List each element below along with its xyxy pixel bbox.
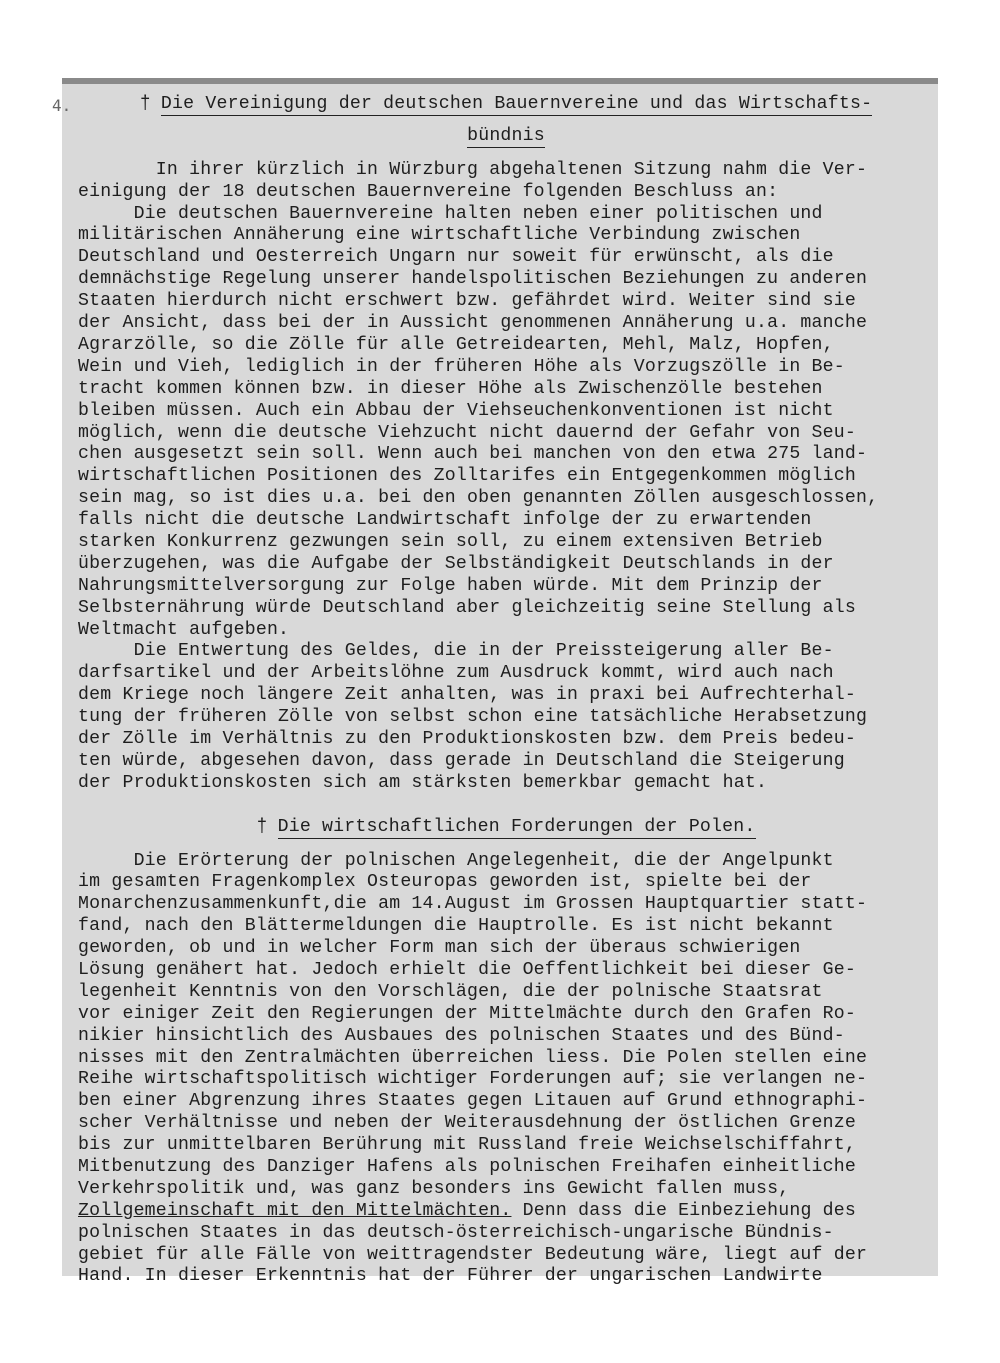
article2-title: Die wirtschaftlichen Forderungen der Polen.: [277, 816, 756, 837]
article1-text: [78, 160, 934, 795]
text-line: Reihe wirtschaftspolitisch wichtiger Forderungen auf; sie verlangen ne-: [78, 1069, 868, 1090]
text-line: Die Erörterung der polnischen Angelegenheit, die der Angelpunkt: [78, 850, 834, 871]
text-line: nisses mit den Zentralmächten überreichen liess. Die Polen stellen eine: [78, 1047, 868, 1068]
text-line: gebiet für alle Fälle von weittragendster Bedeutung wäre, liegt auf der: [78, 1244, 868, 1265]
text-line: legenheit Kenntnis von den Vorschlägen, die der polnische Staatsrat: [78, 981, 823, 1002]
scan-edge: [62, 78, 938, 84]
text-line: geworden, ob und in welcher Form man sich der überaus schwierigen: [78, 938, 801, 959]
article1-title-line2: bündnis: [467, 125, 545, 146]
text-line: militärischen Annäherung eine wirtschaftliche Verbindung zwischen: [78, 225, 801, 246]
text-line: Mitbenutzung des Danziger Hafens als polnischen Freihafen einheitliche: [78, 1157, 856, 1178]
text-line: Staaten hierdurch nicht erschwert bzw. gefährdet wird. Weiter sind sie: [78, 291, 856, 312]
article1-heading-2: [78, 126, 934, 148]
text-line: darfsartikel und der Arbeitslöhne zum Ausdruck kommt, wird auch nach: [78, 663, 834, 684]
article2-text: [78, 851, 934, 1201]
text-line: tung der früheren Zölle von selbst schon eine tatsächliche Herabsetzung: [78, 707, 868, 728]
text-line: ben einer Abgrenzung ihres Staates gegen Litauen auf Grund ethnographi-: [78, 1091, 868, 1112]
text-line: Agrarzölle, so die Zölle für alle Getreidearten, Mehl, Malz, Hopfen,: [78, 334, 834, 355]
article2-text-end: [78, 1223, 934, 1289]
text-line: polnischen Staates in das deutsch-österreichisch-ungarische Bündnis-: [78, 1222, 834, 1243]
text-line: sein mag, so ist dies u.a. bei den oben genannten Zöllen ausgeschlossen,: [78, 488, 879, 509]
text-line: der Zölle im Verhältnis zu den Produktionskosten bzw. dem Preis bedeu-: [78, 728, 856, 749]
text-line: ten würde, abgesehen davon, dass gerade in Deutschland die Steigerung: [78, 750, 845, 771]
text-line: Verkehrspolitik und, was ganz besonders ins Gewicht fallen muss,: [78, 1178, 790, 1199]
text-line: Deutschland und Oesterreich Ungarn nur soweit für erwünscht, als die: [78, 247, 834, 268]
text-line: In ihrer kürzlich in Würzburg abgehaltenen Sitzung nahm die Ver-: [78, 159, 868, 180]
text-line: starken Konkurrenz gezwungen sein soll, zu einem extensiven Betrieb: [78, 531, 823, 552]
text-line: Monarchenzusammenkunft,die am 14.August im Grossen Hauptquartier statt-: [78, 894, 868, 915]
text-line: einigung der 18 deutschen Bauernvereine folgenden Beschluss an:: [78, 181, 779, 202]
text-line: bleiben müssen. Auch ein Abbau der Viehseuchenkonventionen ist nicht: [78, 400, 834, 421]
text-line: Nahrungsmittelversorgung zur Folge haben würde. Mit dem Prinzip der: [78, 575, 823, 596]
text-line: der Ansicht, dass bei der in Aussicht genommenen Annäherung u.a. manche: [78, 313, 868, 334]
text-fragment: Denn dass die Einbeziehung des: [511, 1200, 857, 1221]
text-line: Die Entwertung des Geldes, die in der Preissteigerung aller Be-: [78, 641, 834, 662]
dagger-mark: †: [139, 94, 151, 114]
text-line: Hand. In dieser Erkenntnis hat der Führer der ungarischen Landwirte: [78, 1266, 823, 1287]
text-line: Wein und Vieh, lediglich in der früheren Höhe als Vorzugszölle in Be-: [78, 356, 845, 377]
text-line: wirtschaftlichen Positionen des Zolltarifes ein Entgegenkommen möglich: [78, 466, 856, 487]
text-line: im gesamten Fragenkomplex Osteuropas geworden ist, spielte bei der: [78, 872, 812, 893]
text-line: möglich, wenn die deutsche Viehzucht nicht dauernd der Gefahr von Seu-: [78, 422, 856, 443]
text-line: Lösung genähert hat. Jedoch erhielt die Oeffentlichkeit bei dieser Ge-: [78, 960, 856, 980]
underlined-phrase: Zollgemeinschaft mit den Mittelmächten.: [78, 1200, 512, 1221]
text-line: überzugehen, was die Aufgabe der Selbständigkeit Deutschlands in der: [78, 553, 834, 574]
text-line: bis zur unmittelbaren Berührung mit Russland freie Weichselschiffahrt,: [78, 1135, 856, 1156]
dagger-mark: †: [256, 816, 268, 837]
text-line: Die deutschen Bauernvereine halten neben einer politischen und: [78, 203, 823, 224]
article2-heading: [78, 817, 934, 839]
text-line: der Produktionskosten sich am stärksten bemerkbar gemacht hat.: [78, 772, 768, 793]
text-line: vor einiger Zeit den Regierungen der Mittelmächte durch den Grafen Ro-: [78, 1003, 856, 1024]
text-line: scher Verhältnisse und neben der Weiterausdehnung der östlichen Grenze: [78, 1113, 856, 1134]
text-line: Weltmacht aufgeben.: [78, 619, 290, 640]
scanned-page: [52, 78, 938, 1287]
text-line: fand, nach den Blättermeldungen die Hauptrolle. Es ist nicht bekannt: [78, 916, 834, 937]
document-body: [78, 94, 934, 1288]
page-mark: 4.: [52, 96, 72, 115]
article1-heading: [78, 94, 934, 116]
text-line: nikier hinsichtlich des Ausbaues des polnischen Staates und des Bünd-: [78, 1025, 845, 1046]
text-line: demnächstige Regelung unserer handelspolitischen Beziehungen zu anderen: [78, 269, 868, 290]
text-line: Selbsternährung würde Deutschland aber gleichzeitig seine Stellung als: [78, 597, 856, 618]
text-line: chen ausgesetzt sein soll. Wenn auch bei manchen von den etwa 275 land-: [78, 444, 868, 465]
article1-title-line1: Die Vereinigung der deutschen Bauernvereine und das Wirtschafts-: [160, 94, 873, 114]
text-line: falls nicht die deutsche Landwirtschaft infolge der zu erwartenden: [78, 510, 812, 531]
text-line: [78, 1201, 934, 1223]
text-line: tracht kommen können bzw. in dieser Höhe als Zwischenzölle bestehen: [78, 378, 823, 399]
text-line: dem Kriege noch längere Zeit anhalten, was in praxi bei Aufrechterhal-: [78, 685, 856, 706]
